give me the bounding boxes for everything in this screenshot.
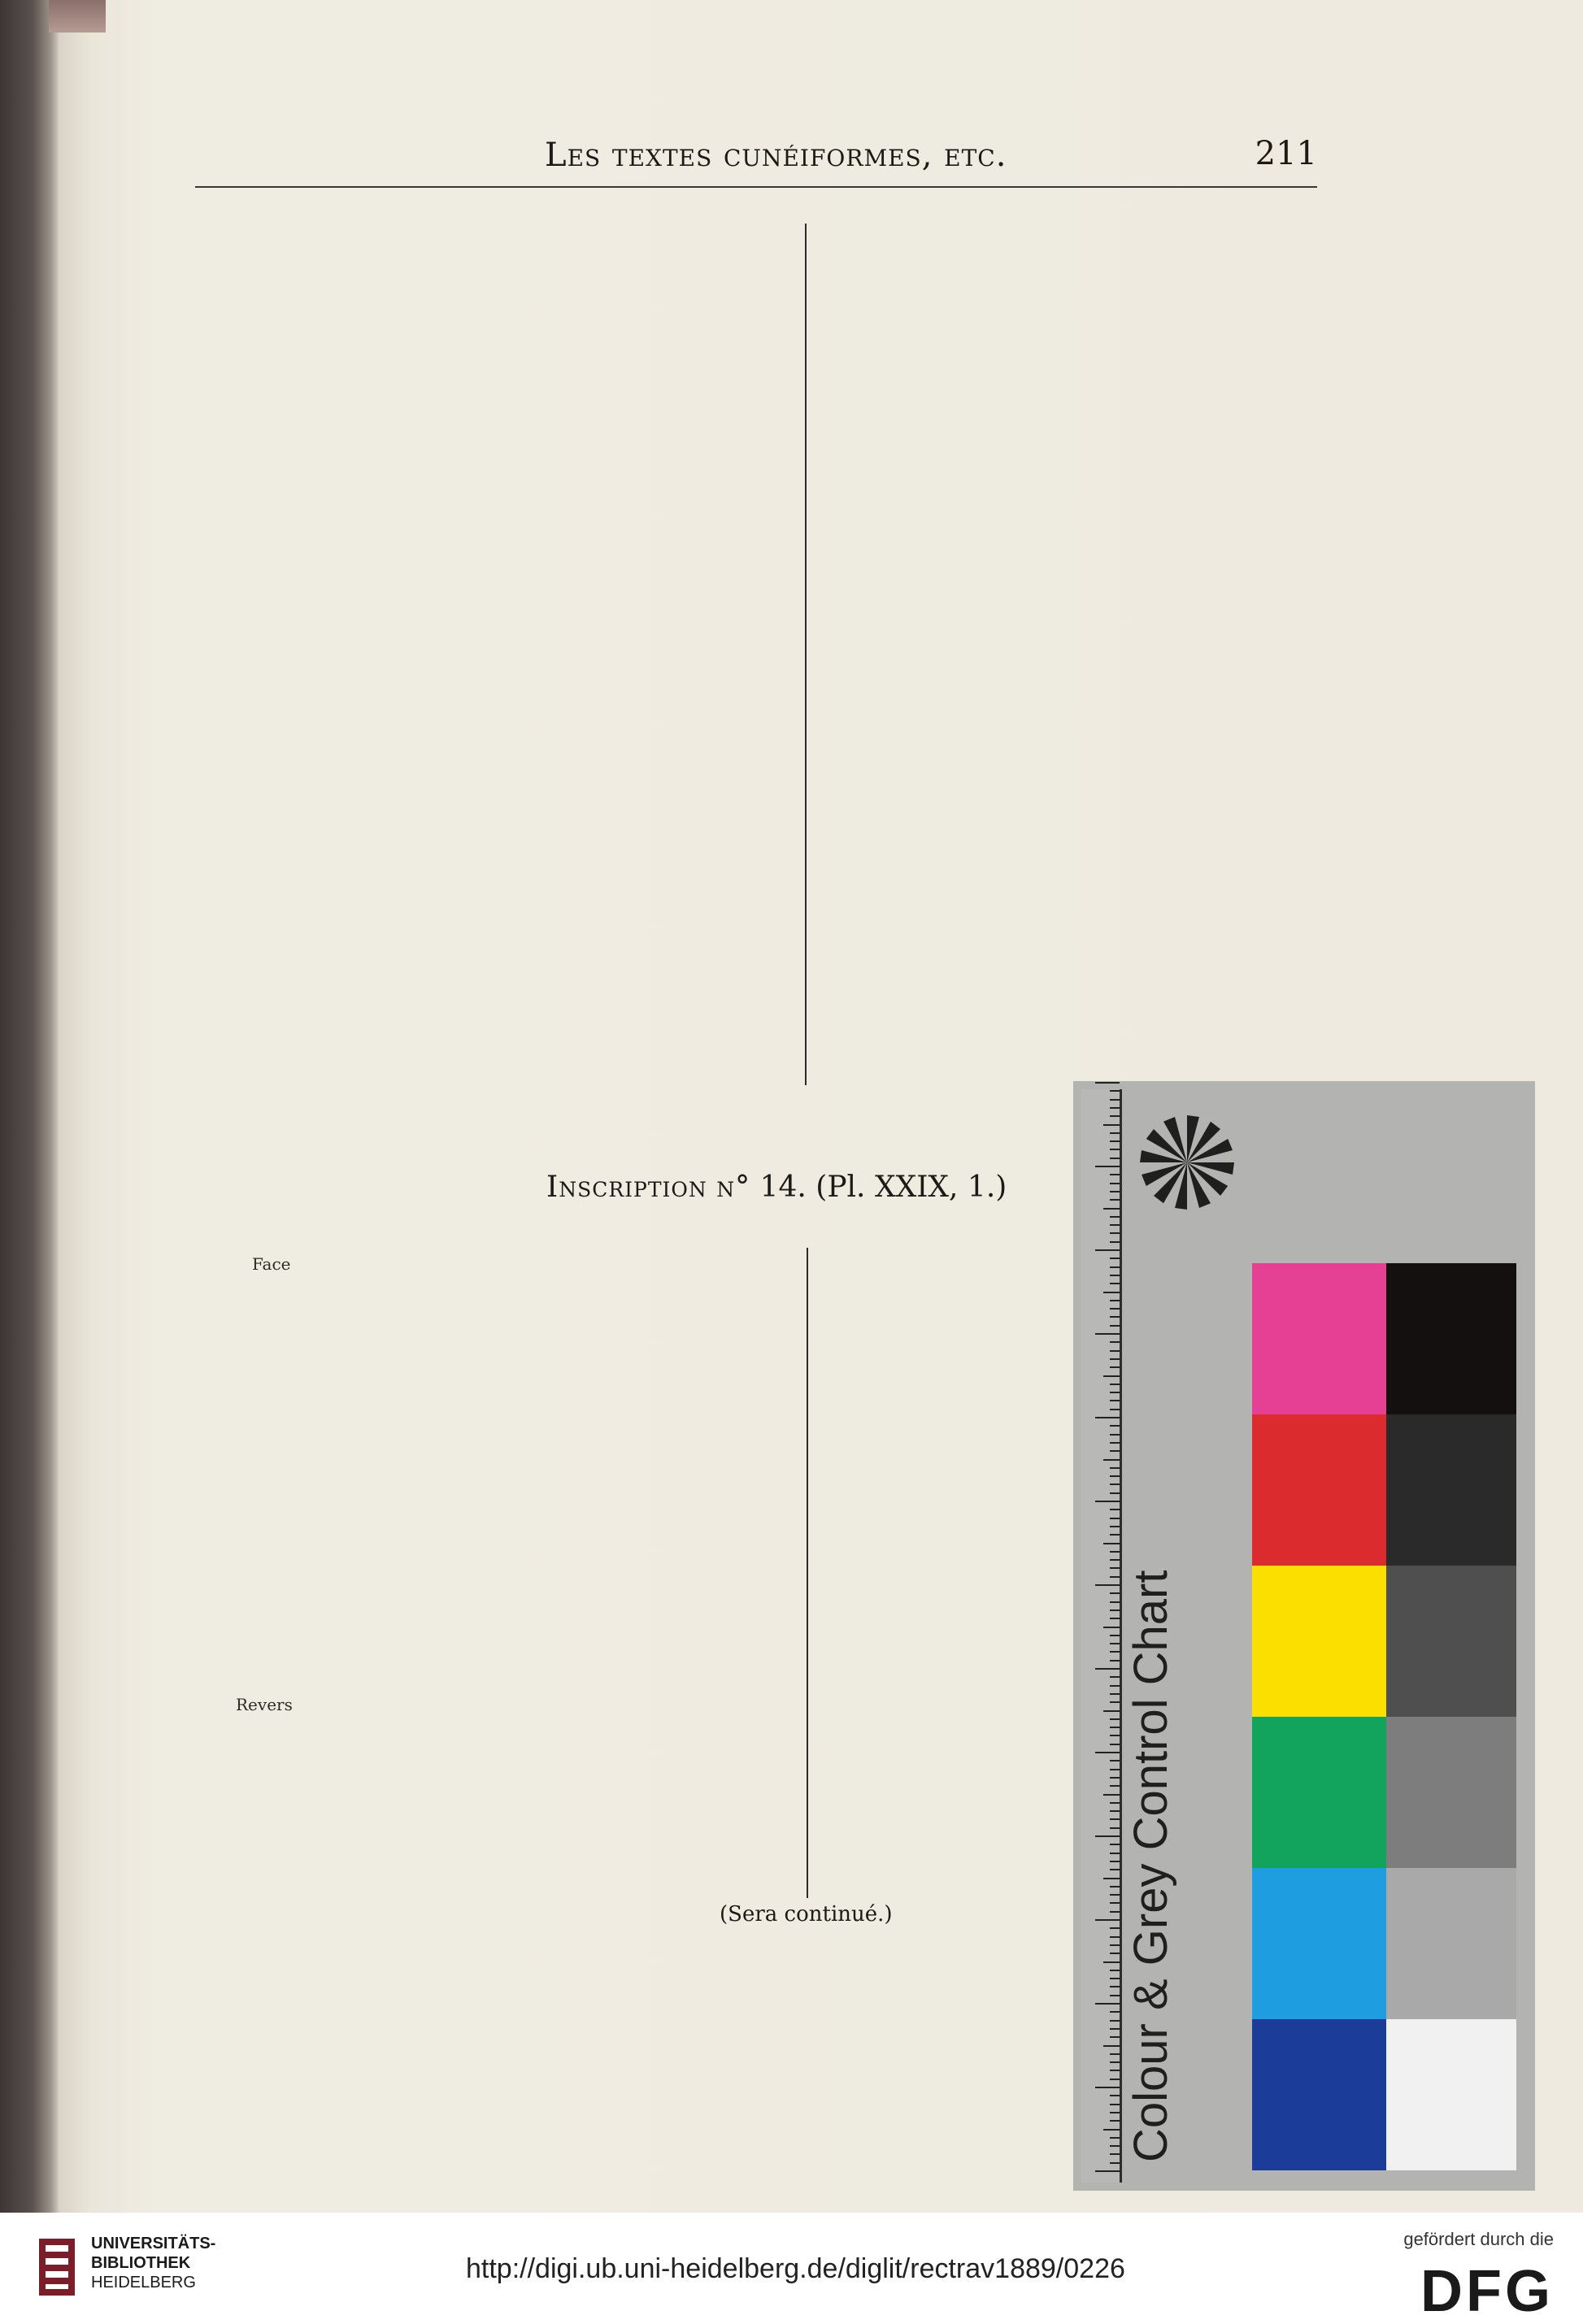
ruler-tick	[1110, 2112, 1120, 2113]
ruler-tick	[1103, 1627, 1120, 1628]
ruler-tick	[1110, 1970, 1120, 1971]
ruler-tick	[1103, 2129, 1120, 2131]
ruler-tick	[1110, 2028, 1120, 2030]
ruler-tick	[1110, 1927, 1120, 1929]
ruler-tick	[1110, 1475, 1120, 1477]
ruler-tick	[1110, 1275, 1120, 1276]
ruler-tick	[1110, 1785, 1120, 1787]
ruler-tick	[1110, 1676, 1120, 1678]
ruler-tick	[1110, 1635, 1120, 1636]
ruler-tick	[1110, 1283, 1120, 1284]
ruler-tick	[1103, 1124, 1120, 1126]
ruler-tick	[1110, 1693, 1120, 1695]
university-library-logo-icon	[33, 2231, 81, 2304]
ruler-tick	[1110, 1869, 1120, 1870]
ruler-tick	[1110, 1526, 1120, 1527]
ruler-tick	[1103, 1794, 1120, 1796]
ruler-tick	[1110, 1853, 1120, 1854]
ruler-tick	[1110, 1107, 1120, 1109]
ruler-tick	[1095, 1668, 1120, 1670]
grey-swatch	[1386, 1414, 1516, 1566]
ruler-tick	[1110, 1735, 1120, 1736]
ruler-tick	[1110, 1232, 1120, 1234]
page-number: 211	[1255, 135, 1317, 172]
ruler-tick	[1110, 2095, 1120, 2096]
ruler-tick	[1110, 1308, 1120, 1310]
colour-swatch	[1252, 1868, 1386, 2019]
ruler-tick	[1103, 1208, 1120, 1210]
ruler-tick	[1110, 2120, 1120, 2122]
ruler-tick	[1110, 1400, 1120, 1401]
ruler-tick	[1110, 2011, 1120, 2013]
ruler-tick	[1110, 1366, 1120, 1368]
footer-bar	[0, 2213, 1583, 2324]
continued-note: (Sera continué.)	[720, 1902, 893, 1927]
ruler-tick	[1110, 2104, 1120, 2105]
ruler-tick	[1110, 1483, 1120, 1485]
ruler-tick	[1110, 1953, 1120, 1954]
ruler-tick	[1110, 1685, 1120, 1687]
book-edge	[0, 0, 59, 2213]
grey-swatch	[1386, 2019, 1516, 2170]
ruler-tick	[1103, 1375, 1120, 1377]
ruler-tick	[1110, 1802, 1120, 1804]
ruler-tick	[1110, 1718, 1120, 1720]
ruler-tick	[1110, 1534, 1120, 1536]
ruler-tick	[1110, 1777, 1120, 1779]
ruler-tick	[1110, 2053, 1120, 2055]
ruler-tick	[1110, 1090, 1120, 1092]
ruler-tick	[1110, 1986, 1120, 1987]
ruler-tick	[1110, 2145, 1120, 2147]
ruler-tick	[1110, 1944, 1120, 1946]
ruler-tick	[1110, 1300, 1120, 1301]
sunburst-icon	[1138, 1114, 1236, 1211]
ruler-tick	[1110, 1467, 1120, 1469]
ruler-tick	[1110, 1894, 1120, 1896]
ruler-tick	[1110, 2079, 1120, 2080]
ruler-tick	[1110, 1115, 1120, 1117]
ruler-tick	[1103, 1292, 1120, 1293]
ruler-tick	[1110, 1643, 1120, 1644]
ruler-tick	[1095, 1919, 1120, 1921]
ruler-tick	[1095, 1417, 1120, 1418]
ruler-tick	[1110, 1258, 1120, 1259]
ruler-tick	[1095, 1166, 1120, 1167]
ruler-tick	[1110, 1149, 1120, 1150]
page-header	[195, 128, 1317, 185]
ruler-tick	[1103, 1961, 1120, 1963]
ruler-tick	[1110, 1099, 1120, 1101]
ruler-tick	[1095, 1584, 1120, 1586]
ruler-tick	[1103, 1459, 1120, 1461]
ruler-tick	[1110, 1744, 1120, 1745]
ruler-tick	[1110, 1384, 1120, 1385]
revers-label: Revers	[236, 1695, 293, 1714]
ruler-tick	[1110, 1609, 1120, 1611]
ruler-tick	[1095, 1501, 1120, 1502]
ruler-tick	[1110, 1183, 1120, 1184]
dfg-logo: DFG	[1420, 2259, 1554, 2324]
ruler-tick	[1110, 1701, 1120, 1703]
ruler-tick	[1110, 1936, 1120, 1938]
ruler-tick	[1110, 1911, 1120, 1913]
ruler-tick	[1110, 1576, 1120, 1578]
ruler-tick	[1110, 1325, 1120, 1327]
ruler-tick	[1110, 2070, 1120, 2071]
grey-swatch	[1386, 1717, 1516, 1868]
colour-swatch	[1252, 2019, 1386, 2170]
ruler-tick	[1110, 2162, 1120, 2164]
ruler-tick	[1110, 1425, 1120, 1427]
chart-title: Colour & Grey Control Chart	[1124, 1570, 1177, 2162]
ruler-tick	[1110, 1341, 1120, 1343]
ruler-tick	[1110, 1861, 1120, 1862]
ruler-tick	[1103, 1878, 1120, 1879]
ruler-tick	[1110, 1559, 1120, 1561]
ruler-tick	[1110, 1392, 1120, 1393]
colour-swatch	[1252, 1566, 1386, 1717]
library-name: UNIVERSITÄTS- BIBLIOTHEK HEIDELBERG	[91, 2235, 216, 2291]
grey-swatch	[1386, 1263, 1516, 1414]
ruler-tick	[1110, 1450, 1120, 1452]
colour-swatch	[1252, 1263, 1386, 1414]
ruler-tick	[1110, 1140, 1120, 1142]
ruler-tick	[1110, 1592, 1120, 1594]
ruler-tick	[1103, 1543, 1120, 1544]
ruler-tick	[1110, 2036, 1120, 2038]
ruler-tick	[1110, 1199, 1120, 1201]
ruler-tick	[1110, 1492, 1120, 1494]
ruler-tick	[1110, 1518, 1120, 1519]
ruler-tick	[1095, 1752, 1120, 1753]
centimetre-ruler	[1081, 1089, 1122, 2183]
face-label: Face	[252, 1254, 291, 1274]
ruler-tick	[1110, 1727, 1120, 1728]
ruler-tick	[1110, 1567, 1120, 1569]
ruler-tick	[1110, 1995, 1120, 1996]
ruler-tick	[1110, 1978, 1120, 1979]
ruler-tick	[1110, 1769, 1120, 1770]
ruler-tick	[1110, 2061, 1120, 2063]
funding-note: gefördert durch die	[1403, 2229, 1554, 2249]
ruler-tick	[1095, 1249, 1120, 1251]
ruler-tick	[1095, 1333, 1120, 1335]
colour-swatch	[1252, 1717, 1386, 1868]
ruler-tick	[1110, 1241, 1120, 1243]
ruler-tick	[1103, 1710, 1120, 1712]
ruler-tick	[1095, 2003, 1120, 2005]
ruler-tick	[1110, 1350, 1120, 1352]
ruler-tick	[1110, 1810, 1120, 1812]
ruler-tick	[1110, 1434, 1120, 1436]
ruler-tick	[1110, 1442, 1120, 1444]
ruler-tick	[1095, 1082, 1120, 1084]
ruler-tick	[1110, 1844, 1120, 1845]
ruler-tick	[1110, 1886, 1120, 1887]
ruler-tick	[1110, 1316, 1120, 1318]
grey-swatch	[1386, 1868, 1516, 2019]
colour-control-chart	[1073, 1081, 1535, 2191]
ruler-tick	[1110, 1266, 1120, 1268]
ruler-tick	[1110, 1651, 1120, 1653]
ruler-tick	[1110, 1216, 1120, 1218]
ruler-tick	[1110, 1902, 1120, 1904]
ruler-tick	[1110, 1660, 1120, 1662]
ruler-tick	[1095, 1835, 1120, 1837]
ruler-tick	[1110, 1224, 1120, 1226]
column-divider	[805, 224, 807, 1085]
source-url-link[interactable]: http://digi.ub.uni-heidelberg.de/diglit/rectrav1889/0226	[466, 2253, 1125, 2284]
book-spine-corner	[49, 0, 106, 33]
inscription-title: Inscription n° 14. (Pl. XXIX, 1.)	[546, 1171, 1007, 1204]
ruler-tick	[1110, 2020, 1120, 2022]
ruler-tick	[1095, 2170, 1120, 2172]
ruler-tick	[1110, 1191, 1120, 1192]
ruler-tick	[1110, 1760, 1120, 1761]
running-title: Les textes cunéiformes, etc.	[545, 137, 1007, 174]
header-rule	[195, 186, 1317, 188]
ruler-tick	[1103, 2045, 1120, 2047]
ruler-tick	[1110, 1818, 1120, 1820]
ruler-tick	[1110, 2137, 1120, 2139]
grey-swatch	[1386, 1566, 1516, 1717]
ruler-tick	[1110, 1827, 1120, 1829]
ruler-tick	[1110, 1509, 1120, 1510]
ruler-tick	[1110, 2153, 1120, 2155]
ruler-tick	[1110, 1132, 1120, 1134]
ruler-tick	[1110, 1601, 1120, 1603]
ruler-tick	[1095, 2087, 1120, 2088]
ruler-tick	[1110, 1174, 1120, 1175]
ruler-tick	[1110, 1551, 1120, 1553]
colour-swatch	[1252, 1414, 1386, 1566]
ruler-tick	[1110, 1358, 1120, 1360]
ruler-tick	[1110, 1409, 1120, 1410]
ruler-tick	[1110, 1158, 1120, 1159]
column-divider	[807, 1248, 808, 1898]
ruler-tick	[1110, 1618, 1120, 1619]
